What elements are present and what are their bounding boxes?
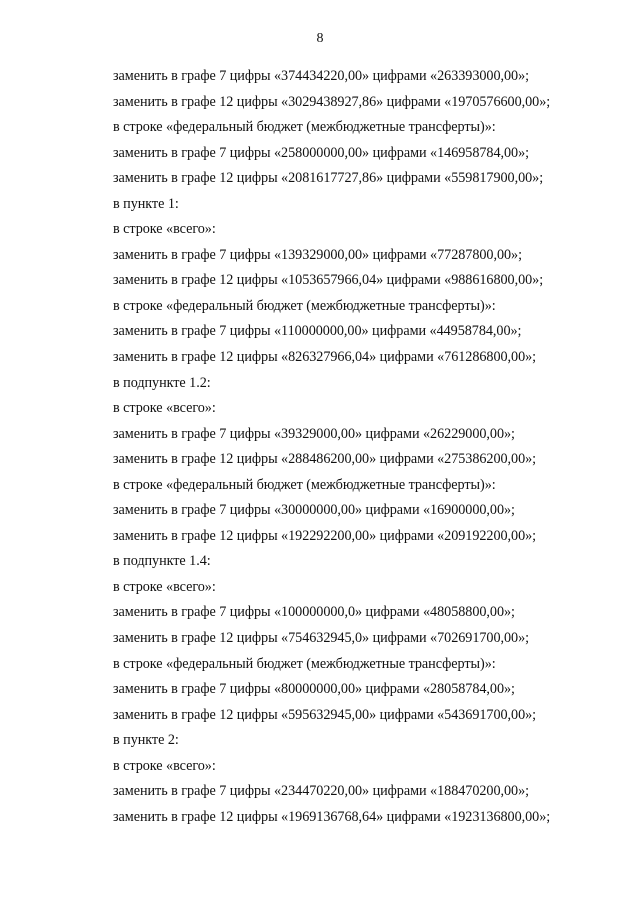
text-line: заменить в графе 7 цифры «39329000,00» цифрами «26229000,00»; (113, 425, 515, 442)
page-number: 8 (316, 31, 324, 46)
text-line: заменить в графе 12 цифры «595632945,00» цифрами «543691700,00»; (113, 706, 537, 723)
text-line: заменить в графе 7 цифры «30000000,00» цифрами «16900000,00»; (113, 502, 515, 519)
text-line: заменить в графе 7 цифры «374434220,00» цифрами «263393000,00»; (113, 68, 530, 84)
text-line: в строке «всего»: (113, 221, 216, 238)
amendment-text (113, 64, 613, 830)
text-line: в подпункте 1.4: (113, 553, 211, 570)
text-line: заменить в графе 7 цифры «80000000,00» цифрами «28058784,00»; (113, 681, 515, 698)
text-line: заменить в графе 12 цифры «1053657966,04» цифрами «988616800,00»; (113, 272, 544, 289)
text-line: заменить в графе 12 цифры «826327966,04» цифрами «761286800,00»; (113, 349, 537, 366)
text-line: заменить в графе 12 цифры «2081617727,86» цифрами «559817900,00»; (113, 170, 544, 187)
text-line: в пункте 1: (113, 195, 179, 212)
text-line: в строке «федеральный бюджет (межбюджетные трансферты)»: (113, 297, 496, 314)
text-line: в строке «всего»: (113, 400, 216, 417)
text-line: заменить в графе 7 цифры «234470220,00» цифрами «188470200,00»; (113, 783, 530, 800)
text-line: в строке «всего»: (113, 757, 216, 774)
text-line: в строке «федеральный бюджет (межбюджетные трансферты)»: (113, 476, 496, 493)
text-line: заменить в графе 7 цифры «139329000,00» цифрами «77287800,00»; (113, 246, 522, 263)
text-line: заменить в графе 12 цифры «288486200,00» цифрами «275386200,00»; (113, 451, 537, 468)
text-line: заменить в графе 12 цифры «1969136768,64» цифрами «1923136800,00»; (113, 808, 551, 825)
text-line: заменить в графе 7 цифры «258000000,00» цифрами «146958784,00»; (113, 144, 530, 161)
text-line: заменить в графе 12 цифры «192292200,00» цифрами «209192200,00»; (113, 527, 537, 544)
text-line: в подпункте 1.2: (113, 374, 211, 391)
text-line: в пункте 2: (113, 732, 179, 749)
text-line: заменить в графе 12 цифры «754632945,0» цифрами «702691700,00»; (113, 630, 530, 647)
text-line: в строке «федеральный бюджет (межбюджетные трансферты)»: (113, 655, 496, 672)
text-line: в строке «федеральный бюджет (межбюджетные трансферты)»: (113, 119, 496, 136)
text-line: заменить в графе 12 цифры «3029438927,86» цифрами «1970576600,00»; (113, 93, 551, 110)
text-line: в строке «всего»: (113, 578, 216, 595)
text-line: заменить в графе 7 цифры «110000000,00» цифрами «44958784,00»; (113, 323, 522, 340)
text-line: заменить в графе 7 цифры «100000000,0» цифрами «48058800,00»; (113, 604, 515, 621)
